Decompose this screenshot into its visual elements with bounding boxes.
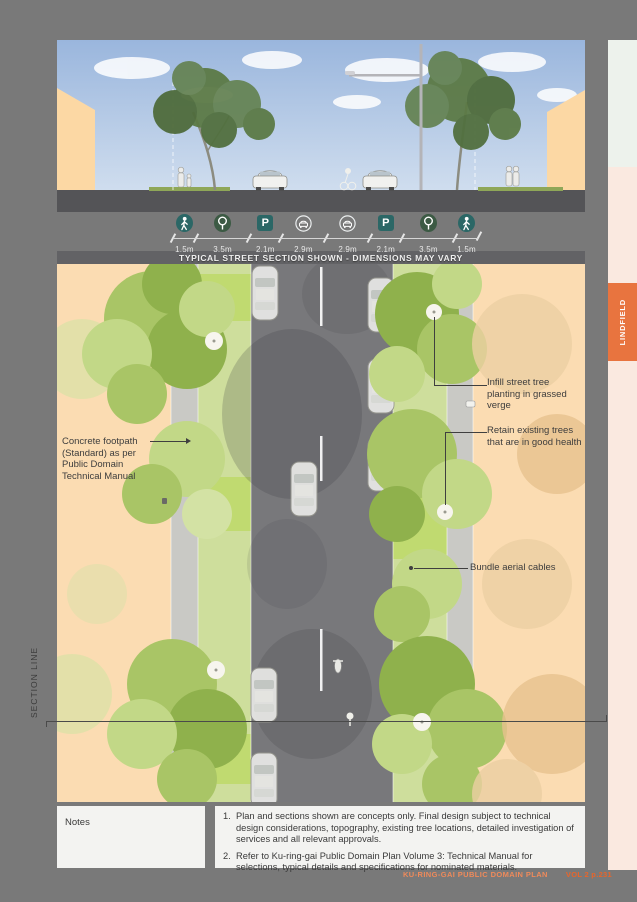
notes-section xyxy=(57,806,585,872)
dimension-segments xyxy=(173,214,478,254)
dimension-label: 2.1m xyxy=(255,245,275,254)
leader-dot xyxy=(409,566,413,570)
pedestrian-icon xyxy=(458,214,475,232)
edge-strip-bottom xyxy=(608,361,637,870)
note-number: 2. xyxy=(223,850,231,861)
dimension-label: 1.5m xyxy=(457,245,476,254)
leader-line xyxy=(434,385,487,386)
notes-label: Notes xyxy=(65,817,90,828)
parking-letter: P xyxy=(382,216,390,229)
segment-parking-right xyxy=(370,214,402,254)
leader-line xyxy=(150,441,186,442)
segment-footpath-left xyxy=(173,214,196,254)
street-tree-icon xyxy=(420,214,437,232)
street-tree-icon xyxy=(214,214,231,232)
page-content xyxy=(57,40,585,872)
annotation-infill-tree: Infill street tree planting in grassed verge xyxy=(487,377,567,411)
parked-car xyxy=(252,266,278,320)
edge-strip-mid xyxy=(608,167,637,283)
annotation-concrete-footpath: Concrete footpath (Standard) as per Public Domain Technical Manual xyxy=(62,436,138,482)
section-line xyxy=(46,721,607,722)
street-section-illustration xyxy=(57,40,585,212)
segment-verge-right xyxy=(402,214,455,254)
chapter-tab-label: LINDFIELD xyxy=(618,298,627,346)
parking-icon xyxy=(378,215,394,231)
dimension-label: 3.5m xyxy=(419,245,438,254)
leader-line xyxy=(445,432,446,505)
leader-line xyxy=(414,568,468,569)
segment-travel-lane-right xyxy=(326,214,370,254)
dimension-label: 3.5m xyxy=(213,245,232,254)
section-caption: TYPICAL STREET SECTION SHOWN - DIMENSIONS MAY VARY xyxy=(179,252,463,263)
dimension-label: 2.9m xyxy=(294,245,313,254)
note-text: Plan and sections shown are concepts only. Final design subject to technical design considerations, topography, existing tree locations, detailed investigation of services and all relevant approvals. xyxy=(236,811,574,844)
ground xyxy=(57,190,585,212)
note-text: Refer to Ku-ring-gai Public Domain Plan Volume 3: Technical Manual for selections, typical details and specifications for nominated materials. xyxy=(236,850,533,872)
segment-verge-left xyxy=(196,214,249,254)
edge-strip-top xyxy=(608,40,637,167)
leader-arrow xyxy=(186,438,191,444)
annotation-bundle-cables: Bundle aerial cables xyxy=(470,562,556,573)
right-verge-grass xyxy=(478,187,563,191)
dimension-line xyxy=(173,238,478,239)
notes-label-box xyxy=(57,806,205,868)
footer-page-reference: VOL 2 p.231 xyxy=(565,870,612,879)
parked-car xyxy=(251,753,277,802)
notes-body xyxy=(215,806,585,872)
dimension-row xyxy=(57,212,585,254)
page-footer xyxy=(403,870,612,879)
parking-icon xyxy=(257,215,273,231)
leader-line xyxy=(445,432,487,433)
footer-document-title: KU-RING-GAI PUBLIC DOMAIN PLAN xyxy=(402,870,548,879)
dimension-label: 1.5m xyxy=(175,245,194,254)
car-lane-icon xyxy=(339,214,356,232)
dimension-label: 2.9m xyxy=(338,245,357,254)
note-item xyxy=(223,811,577,846)
segment-footpath-right xyxy=(455,214,478,254)
section-line-label: SECTION LINE xyxy=(29,646,39,718)
leader-line xyxy=(434,317,435,386)
segment-travel-lane-left xyxy=(281,214,325,254)
note-number: 1. xyxy=(223,811,231,821)
annotation-retain-trees: Retain existing trees that are in good health xyxy=(487,425,582,448)
segment-parking-left xyxy=(249,214,281,254)
left-verge-grass xyxy=(149,187,230,191)
dimension-label: 2.1m xyxy=(376,245,396,254)
chapter-tab xyxy=(608,283,637,361)
moving-car xyxy=(291,462,317,516)
pedestrian-icon xyxy=(176,214,193,232)
parked-car xyxy=(251,668,277,722)
page-edge-strip xyxy=(608,40,637,870)
car-lane-icon xyxy=(295,214,312,232)
parking-letter: P xyxy=(261,216,269,229)
